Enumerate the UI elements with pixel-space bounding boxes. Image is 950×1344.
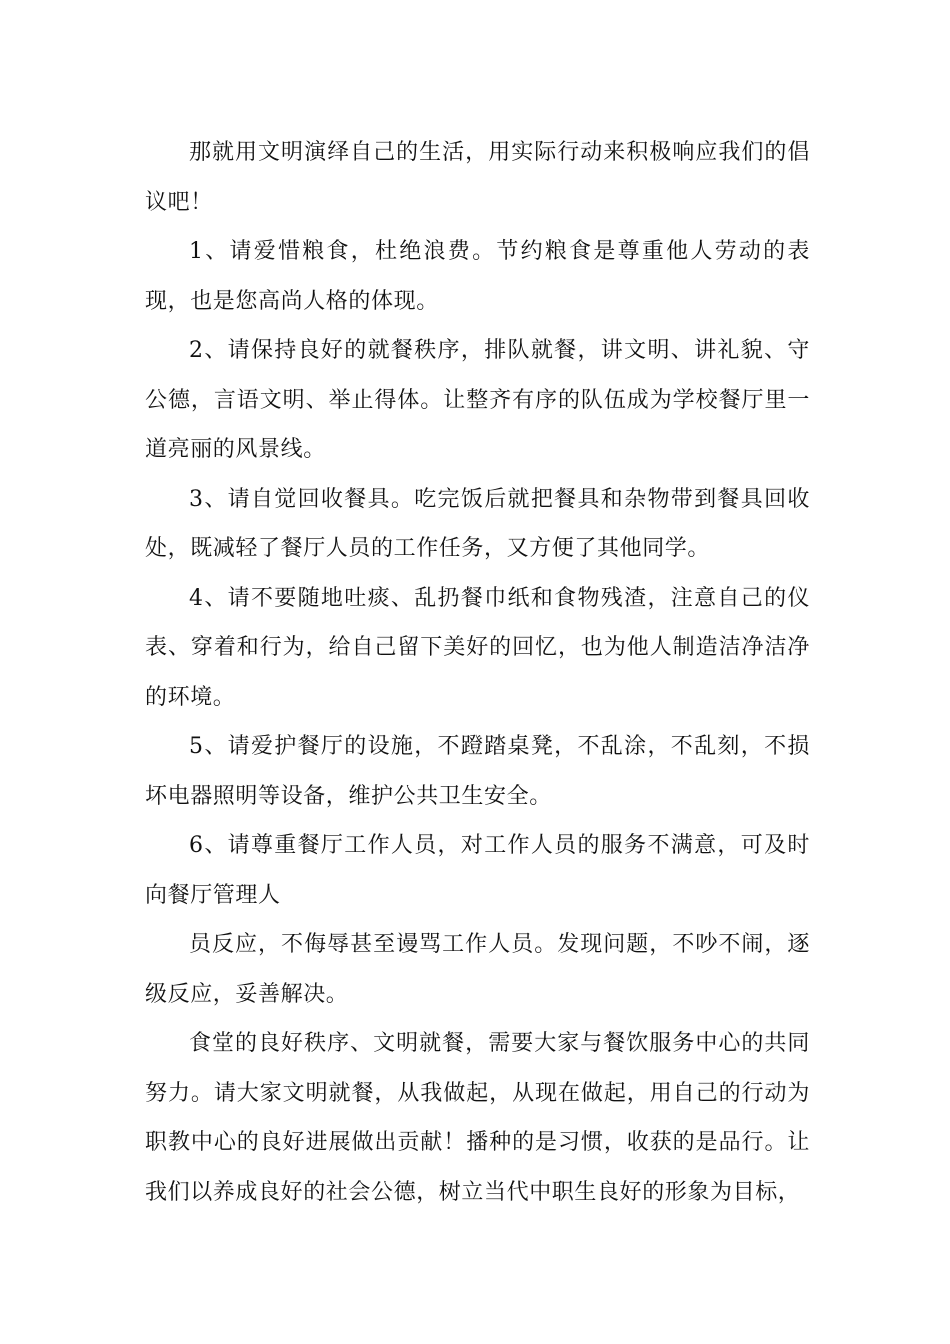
paragraph-item-6: 6、请尊重餐厅工作人员，对工作人员的服务不满意，可及时向餐厅管理人 xyxy=(145,833,810,908)
paragraph-item-2: 2、请保持良好的就餐秩序，排队就餐，讲文明、讲礼貌、守公德，言语文明、举止得体。让整齐有序的队伍成为学校餐厅里一道亮丽的风景线。 xyxy=(145,338,810,462)
paragraph-item-6-continued: 员反应，不侮辱甚至谩骂工作人员。发现问题，不吵不闹，逐级反应，妥善解决。 xyxy=(145,932,810,1007)
paragraph-item-4: 4、请不要随地吐痰、乱扔餐巾纸和食物残渣，注意自己的仪表、穿着和行为，给自己留下美好的回忆，也为他人制造洁净洁净的环境。 xyxy=(145,585,810,710)
paragraph-conclusion: 食堂的良好秩序、文明就餐，需要大家与餐饮服务中心的共同努力。请大家文明就餐，从我做起，从现在做起，用自己的行动为职教中心的良好进展做出贡献！播种的是习惯，收获的是品行。让我们以养成良好的社会公德，树立当代中职生良好的形象为目标， xyxy=(145,1031,810,1205)
paragraph-item-5: 5、请爱护餐厅的设施，不蹬踏桌凳，不乱涂，不乱刻，不损坏电器照明等设备，维护公共卫生安全。 xyxy=(145,734,810,809)
document-body xyxy=(145,128,810,1217)
paragraph-item-1: 1、请爱惜粮食，杜绝浪费。节约粮食是尊重他人劳动的表现，也是您高尚人格的体现。 xyxy=(145,239,810,314)
paragraph-intro: 那就用文明演绎自己的生活，用实际行动来积极响应我们的倡议吧！ xyxy=(145,140,810,215)
paragraph-item-3: 3、请自觉回收餐具。吃完饭后就把餐具和杂物带到餐具回收处，既减轻了餐厅人员的工作任务，又方便了其他同学。 xyxy=(145,486,810,561)
